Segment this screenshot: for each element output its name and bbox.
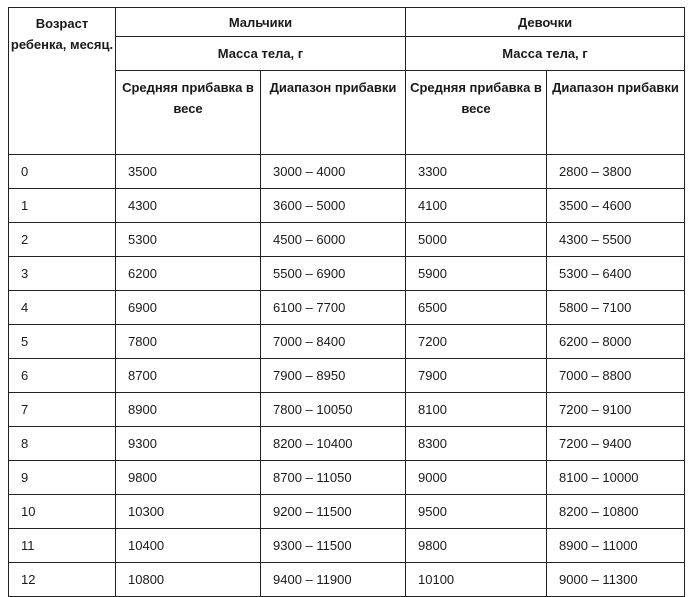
row-age-cell: 6 <box>9 359 116 393</box>
row-girls-range-cell: 8200 – 10800 <box>547 495 685 529</box>
row-age-cell: 1 <box>9 189 116 223</box>
row-boys-range-cell: 5500 – 6900 <box>261 257 406 291</box>
row-girls-avg-cell: 10100 <box>406 563 547 597</box>
row-boys-range-cell: 3000 – 4000 <box>261 155 406 189</box>
row-girls-avg-cell: 5900 <box>406 257 547 291</box>
row-girls-avg-cell: 7200 <box>406 325 547 359</box>
row-girls-range-cell: 3500 – 4600 <box>547 189 685 223</box>
table-header <box>9 8 685 155</box>
boys-avg-gain-header: Средняя прибавка в весе <box>116 71 261 155</box>
table-row <box>9 529 685 563</box>
girls-header: Девочки <box>406 8 685 37</box>
header-row-groups <box>9 8 685 37</box>
table-row <box>9 155 685 189</box>
row-boys-avg-cell: 10400 <box>116 529 261 563</box>
row-girls-avg-cell: 5000 <box>406 223 547 257</box>
girls-mass-header: Масса тела, г <box>406 37 685 71</box>
row-age-cell: 0 <box>9 155 116 189</box>
row-boys-range-cell: 3600 – 5000 <box>261 189 406 223</box>
row-girls-avg-cell: 3300 <box>406 155 547 189</box>
row-boys-avg-cell: 6900 <box>116 291 261 325</box>
row-girls-avg-cell: 4100 <box>406 189 547 223</box>
row-boys-avg-cell: 10300 <box>116 495 261 529</box>
row-girls-avg-cell: 8300 <box>406 427 547 461</box>
row-girls-avg-cell: 7900 <box>406 359 547 393</box>
row-girls-range-cell: 8100 – 10000 <box>547 461 685 495</box>
table-container <box>8 7 685 597</box>
row-girls-range-cell: 8900 – 11000 <box>547 529 685 563</box>
row-boys-avg-cell: 8700 <box>116 359 261 393</box>
table-row <box>9 257 685 291</box>
row-girls-range-cell: 6200 – 8000 <box>547 325 685 359</box>
row-boys-avg-cell: 3500 <box>116 155 261 189</box>
row-boys-range-cell: 9300 – 11500 <box>261 529 406 563</box>
table-row <box>9 325 685 359</box>
girls-range-header: Диапазон прибавки <box>547 71 685 155</box>
row-boys-avg-cell: 9800 <box>116 461 261 495</box>
table-row <box>9 461 685 495</box>
row-girls-range-cell: 5300 – 6400 <box>547 257 685 291</box>
girls-avg-gain-header: Средняя прибавка в весе <box>406 71 547 155</box>
row-boys-range-cell: 4500 – 6000 <box>261 223 406 257</box>
boys-range-header: Диапазон прибавки <box>261 71 406 155</box>
weight-table <box>8 7 685 597</box>
age-header <box>9 8 116 155</box>
row-age-cell: 4 <box>9 291 116 325</box>
row-boys-range-cell: 9200 – 11500 <box>261 495 406 529</box>
row-girls-range-cell: 7000 – 8800 <box>547 359 685 393</box>
row-girls-avg-cell: 8100 <box>406 393 547 427</box>
row-girls-avg-cell: 9800 <box>406 529 547 563</box>
row-boys-avg-cell: 5300 <box>116 223 261 257</box>
row-age-cell: 10 <box>9 495 116 529</box>
row-boys-range-cell: 7900 – 8950 <box>261 359 406 393</box>
table-row <box>9 393 685 427</box>
table-row <box>9 291 685 325</box>
row-boys-avg-cell: 10800 <box>116 563 261 597</box>
row-girls-avg-cell: 9000 <box>406 461 547 495</box>
row-boys-avg-cell: 7800 <box>116 325 261 359</box>
row-boys-avg-cell: 6200 <box>116 257 261 291</box>
row-girls-avg-cell: 6500 <box>406 291 547 325</box>
row-boys-range-cell: 7000 – 8400 <box>261 325 406 359</box>
table-row <box>9 427 685 461</box>
table-row <box>9 223 685 257</box>
row-age-cell: 11 <box>9 529 116 563</box>
boys-mass-header: Масса тела, г <box>116 37 406 71</box>
table-row <box>9 189 685 223</box>
row-girls-range-cell: 9000 – 11300 <box>547 563 685 597</box>
row-boys-range-cell: 9400 – 11900 <box>261 563 406 597</box>
row-boys-range-cell: 7800 – 10050 <box>261 393 406 427</box>
row-girls-range-cell: 7200 – 9400 <box>547 427 685 461</box>
table-row <box>9 563 685 597</box>
row-age-cell: 7 <box>9 393 116 427</box>
row-boys-avg-cell: 8900 <box>116 393 261 427</box>
row-age-cell: 5 <box>9 325 116 359</box>
row-girls-range-cell: 4300 – 5500 <box>547 223 685 257</box>
table-row <box>9 359 685 393</box>
row-age-cell: 12 <box>9 563 116 597</box>
row-age-cell: 8 <box>9 427 116 461</box>
row-girls-avg-cell: 9500 <box>406 495 547 529</box>
row-girls-range-cell: 5800 – 7100 <box>547 291 685 325</box>
row-girls-range-cell: 7200 – 9100 <box>547 393 685 427</box>
row-boys-avg-cell: 4300 <box>116 189 261 223</box>
row-girls-range-cell: 2800 – 3800 <box>547 155 685 189</box>
row-age-cell: 3 <box>9 257 116 291</box>
row-boys-range-cell: 6100 – 7700 <box>261 291 406 325</box>
table-row <box>9 495 685 529</box>
row-boys-range-cell: 8700 – 11050 <box>261 461 406 495</box>
age-header-label: Возраст ребенка, месяц. <box>10 16 114 52</box>
row-boys-avg-cell: 9300 <box>116 427 261 461</box>
table-body <box>9 155 685 597</box>
row-age-cell: 9 <box>9 461 116 495</box>
boys-header: Мальчики <box>116 8 406 37</box>
row-boys-range-cell: 8200 – 10400 <box>261 427 406 461</box>
row-age-cell: 2 <box>9 223 116 257</box>
